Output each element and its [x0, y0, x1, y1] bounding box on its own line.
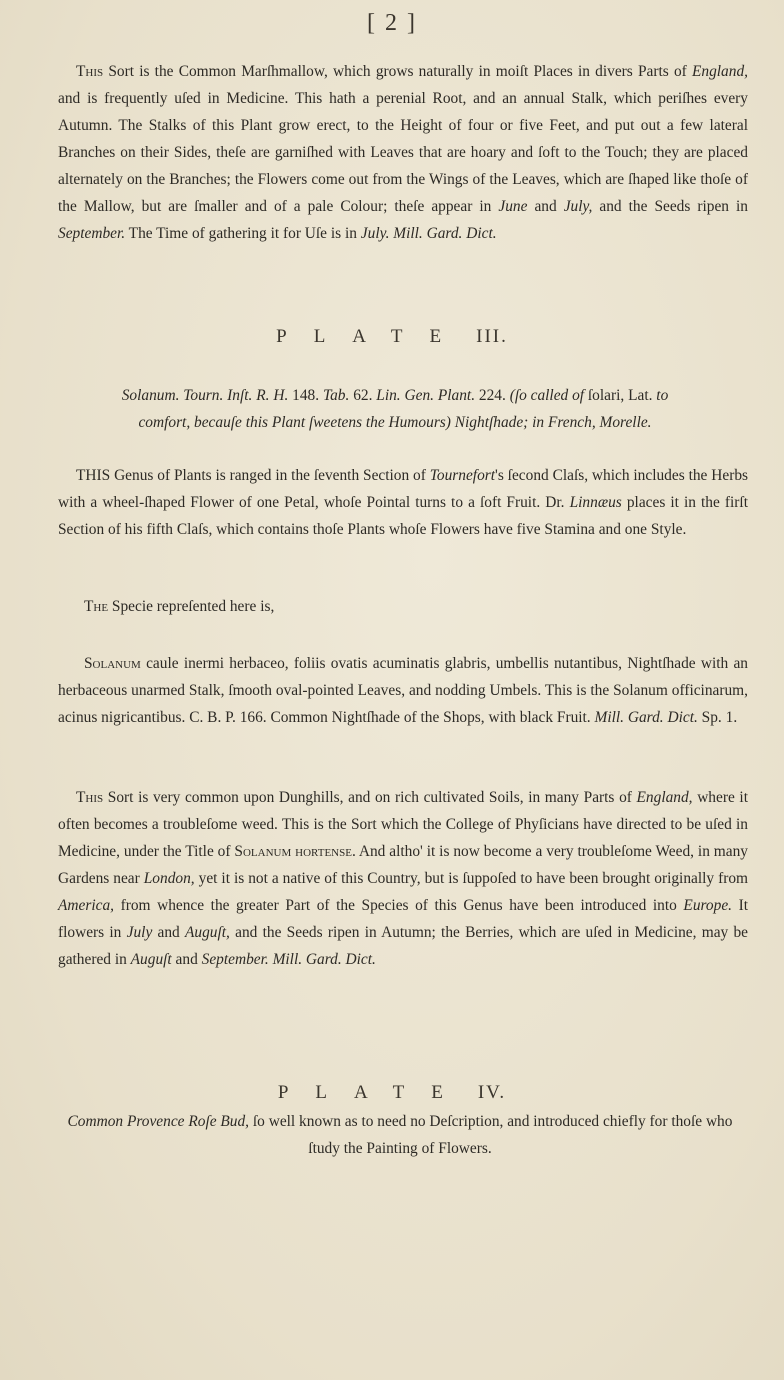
text-run: from whence the greater Part of the Species of this Genus have been introduced into [114, 897, 684, 914]
text-run: 's ſecond Claſs, which includes the Herbs with a wheel-ſhaped Flower of one Petal, whoſe Pointal turns to a ſoft Fruit. Dr. [58, 467, 748, 511]
paragraph-text [58, 784, 748, 973]
italic-run: Europe. [683, 897, 733, 914]
text-run: 148. [288, 387, 323, 404]
description-text [60, 1108, 740, 1162]
plate-numeral: IV. [477, 1082, 507, 1103]
plate-label: PLATE [277, 1082, 470, 1103]
text-run: 62. [349, 387, 377, 404]
italic-run: England, [636, 789, 693, 806]
paragraph-marshmallow [58, 58, 748, 247]
plate-label: PLATE [276, 326, 469, 347]
page-number: [ 2 ] [367, 10, 417, 36]
text-run: ſolari, Lat. [584, 387, 657, 404]
plate-4-heading [0, 1082, 784, 1104]
text-run: Sp. 1. [697, 709, 738, 726]
plate-3-synonym [100, 382, 690, 436]
italic-run: Mill. Gard. Dict. [594, 709, 698, 726]
italic-run: Auguſt, [185, 924, 230, 941]
text-run: and is frequently uſed in Medicine. This hath a perenial Root, and an annual Stalk, which periſhes every Autumn. The Stalks of this Plant grow erect, to the Height of four or five Feet, and put out a few lateral Branches on their Sides, theſe are garniſhed with Leaves that are hoary and ſoft to the Touch; they are placed alternately on the Branches; the Flowers come out from the Wings of the Leaves, which are ſhaped like thoſe of the Mallow, but are ſmaller and of a pale Colour; theſe appear in [58, 90, 748, 215]
text-run: ſo well known as to need no Deſcription, and introduced chiefly for thoſe who ſtudy the Painting of Flowers. [249, 1113, 733, 1157]
paragraph-text [58, 58, 748, 247]
italic-run: Auguſt [130, 951, 172, 968]
text-run: 224. [475, 387, 510, 404]
paragraph-genus [58, 462, 748, 543]
text-run: and the Seeds ripen in [592, 198, 749, 215]
paragraph-text [58, 650, 748, 731]
text-run: The Time of gathering it for Uſe is in [125, 225, 361, 242]
text-run: Specie repreſented here is, [108, 598, 275, 615]
text-run: and [152, 924, 186, 941]
text-run: Sort is the Common Marſhmallow, which grows naturally in moiſt Places in divers Parts of [103, 63, 692, 80]
paragraph-text [58, 593, 748, 620]
italic-run: to comfort, becauſe this Plant ſweetens the Humours) Nightſhade; in French, Morelle. [138, 387, 669, 431]
text-run: yet it is not a native of this Country, but is ſuppoſed to have been brought originally from [194, 870, 748, 887]
paragraph-sort [58, 784, 748, 973]
italic-run: Linnæus [569, 494, 622, 511]
paragraph-solanum [58, 650, 748, 731]
italic-run: June [498, 198, 528, 215]
italic-run: (ſo called of [509, 387, 585, 404]
text-run: where it often becomes a troubleſome weed. This is the Sort which the College of Phyſicians have directed to be uſed in Medicine, under the Title of [58, 789, 748, 860]
synonym-text [100, 382, 690, 436]
small-caps-run: Solanum hortense. [234, 843, 356, 860]
small-caps-lead: The [84, 598, 109, 615]
italic-run: September. Mill. Gard. Dict. [201, 951, 376, 968]
italic-run: Common Provence Roſe Bud, [67, 1113, 250, 1130]
paragraph-specie [58, 593, 748, 620]
text-run: It flowers in [58, 897, 748, 941]
italic-run: Tab. [322, 387, 350, 404]
plate-4-description [60, 1108, 740, 1162]
text-run: places it in the firſt Section of his fifth Claſs, which contains thoſe Plants whoſe Flowers have five Stamina and one Style. [58, 494, 748, 538]
small-caps-lead: This [76, 789, 104, 806]
italic-run: England, [691, 63, 748, 80]
text-run: caule inermi herbaceo, foliis ovatis acuminatis glabris, umbellis nutantibus, Nightſhade with an herbaceous unarmed Stalk, ſmooth oval-pointed Leaves, and nodding Umbels. This is the Solanum officinarum, acinus nigricantibus. C. B. P. 166. Common Nightſhade of the Shops, with black Fruit. [58, 655, 748, 726]
italic-run: America, [58, 897, 114, 914]
text-run: and [171, 951, 202, 968]
italic-run: July [126, 924, 153, 941]
plate-3-heading [0, 326, 784, 348]
small-caps-lead: This [76, 63, 104, 80]
text-run: And altho' it is now become a very troubleſome Weed, in many Gardens near [58, 843, 748, 887]
paragraph-text [58, 462, 748, 543]
plate-numeral: III. [476, 326, 508, 347]
italic-run: Tournefort [429, 467, 496, 484]
caps-lead: THIS [76, 467, 111, 484]
italic-run: Lin. Gen. Plant. [376, 387, 476, 404]
small-caps-lead: Solanum [84, 655, 141, 672]
text-run: and [527, 198, 564, 215]
text-run: and the Seeds ripen in Autumn; the Berries, which are uſed in Medicine, may be gathered in [58, 924, 749, 968]
italic-run: July, [563, 198, 593, 215]
italic-run: London, [143, 870, 195, 887]
italic-run: September. [58, 225, 126, 242]
italic-run: July. Mill. Gard. Dict. [360, 225, 497, 242]
italic-run: Solanum. Tourn. Inſt. R. H. [121, 387, 289, 404]
text-run: Sort is very common upon Dunghills, and on rich cultivated Soils, in many Parts of [103, 789, 637, 806]
text-run: Genus of Plants is ranged in the ſeventh Section of [110, 467, 430, 484]
